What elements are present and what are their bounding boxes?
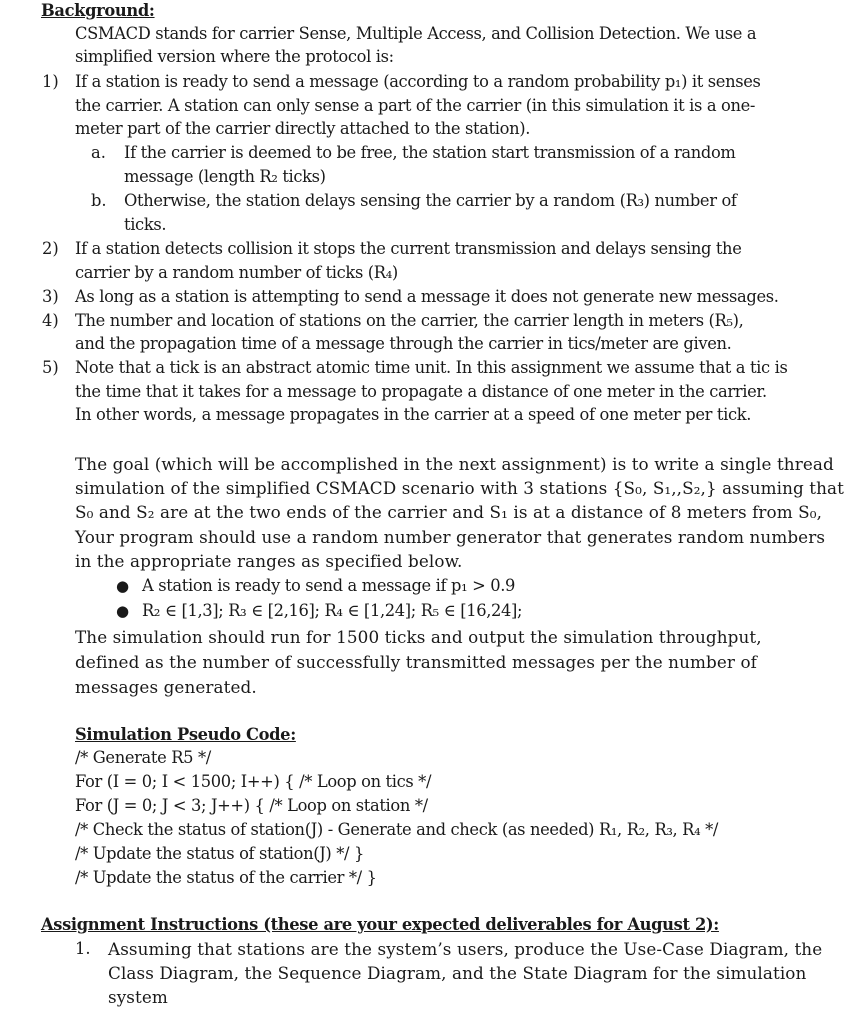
goal-line-3: S₀ and S₂ are at the two ends of the carrier and S₁ is at a distance of 8 meters from S₀, bbox=[75, 502, 823, 522]
pseudo-line-4: /* Check the status of station(J) - Generate and check (as needed) R₁, R₂, R₃, R₄ */ bbox=[75, 820, 719, 839]
assignment-line-1: Assuming that stations are the system’s users, produce the Use-Case Diagram, the bbox=[108, 939, 823, 959]
pseudo-line-1: /* Generate R5 */ bbox=[75, 748, 211, 767]
subitem-a-line-1: If the carrier is deemed to be free, the station start transmission of a random bbox=[124, 143, 736, 162]
bullet-icon: ● bbox=[116, 602, 130, 620]
rule-5-line-1: Note that a tick is an abstract atomic time unit. In this assignment we assume that a tic is bbox=[75, 358, 788, 377]
rule-number: 2) bbox=[42, 239, 59, 258]
subitem-b-line-1: Otherwise, the station delays sensing the carrier by a random (R₃) number of bbox=[124, 191, 737, 210]
goal-bullet-1: A station is ready to send a message if p₁ > 0.9 bbox=[142, 576, 516, 595]
rule-5-line-3: In other words, a message propagates in the carrier at a speed of one meter per tick. bbox=[75, 405, 752, 424]
goal-bullet-2: R₂ ∈ [1,3]; R₃ ∈ [2,16]; R₄ ∈ [1,24]; R₅ ∈ [16,24]; bbox=[142, 601, 523, 620]
simulation-line-1: The simulation should run for 1500 ticks and output the simulation throughput, bbox=[75, 627, 762, 647]
rule-1-line-2: the carrier. A station can only sense a part of the carrier (in this simulation it is a one- bbox=[75, 96, 756, 115]
subitem-label: b. bbox=[91, 191, 107, 210]
rule-5-line-2: the time that it takes for a message to propagate a distance of one meter in the carrier. bbox=[75, 382, 767, 401]
background-heading: Background: bbox=[41, 1, 155, 20]
subitem-b-line-2: ticks. bbox=[124, 215, 167, 234]
goal-line-5: in the appropriate ranges as specified below. bbox=[75, 551, 463, 571]
assignment-heading: Assignment Instructions (these are your expected deliverables for August 2): bbox=[41, 915, 719, 934]
assignment-item-number: 1. bbox=[75, 939, 91, 958]
rule-4-line-2: and the propagation time of a message through the carrier in tics/meter are given. bbox=[75, 334, 732, 353]
simulation-line-2: defined as the number of successfully transmitted messages per the number of bbox=[75, 652, 757, 672]
pseudo-line-6: /* Update the status of the carrier */ } bbox=[75, 868, 377, 887]
goal-line-2: simulation of the simplified CSMACD scenario with 3 stations {S₀, S₁,,S₂,} assuming that bbox=[75, 478, 844, 498]
pseudo-code-heading: Simulation Pseudo Code: bbox=[75, 725, 296, 744]
pseudo-line-5: /* Update the status of station(J) */ } bbox=[75, 844, 364, 863]
rule-1-line-3: meter part of the carrier directly attached to the station). bbox=[75, 119, 531, 138]
subitem-label: a. bbox=[91, 143, 106, 162]
rule-number: 5) bbox=[42, 358, 59, 377]
bullet-icon: ● bbox=[116, 577, 130, 595]
subitem-a-line-2: message (length R₂ ticks) bbox=[124, 167, 326, 186]
intro-line-2: simplified version where the protocol is: bbox=[75, 47, 394, 66]
goal-line-4: Your program should use a random number generator that generates random numbers bbox=[75, 527, 826, 547]
assignment-line-3: system bbox=[108, 987, 168, 1007]
rule-4-line-1: The number and location of stations on the carrier, the carrier length in meters (R₅), bbox=[75, 311, 744, 330]
simulation-line-3: messages generated. bbox=[75, 677, 257, 697]
intro-line-1: CSMACD stands for carrier Sense, Multiple Access, and Collision Detection. We use a bbox=[75, 24, 757, 43]
rule-1-line-1: If a station is ready to send a message (according to a random probability p₁) it senses bbox=[75, 72, 761, 91]
goal-line-1: The goal (which will be accomplished in the next assignment) is to write a single thread bbox=[75, 454, 834, 474]
rule-2-line-2: carrier by a random number of ticks (R₄) bbox=[75, 263, 398, 282]
pseudo-line-3: For (J = 0; J < 3; J++) { /* Loop on station */ bbox=[75, 796, 428, 815]
rule-3-line-1: As long as a station is attempting to send a message it does not generate new messages. bbox=[75, 287, 779, 306]
rule-number: 4) bbox=[42, 311, 59, 330]
rule-2-line-1: If a station detects collision it stops the current transmission and delays sensing the bbox=[75, 239, 742, 258]
rule-number: 1) bbox=[42, 72, 59, 91]
pseudo-line-2: For (I = 0; I < 1500; I++) { /* Loop on tics */ bbox=[75, 772, 432, 791]
rule-number: 3) bbox=[42, 287, 59, 306]
assignment-line-2: Class Diagram, the Sequence Diagram, and the State Diagram for the simulation bbox=[108, 963, 807, 983]
